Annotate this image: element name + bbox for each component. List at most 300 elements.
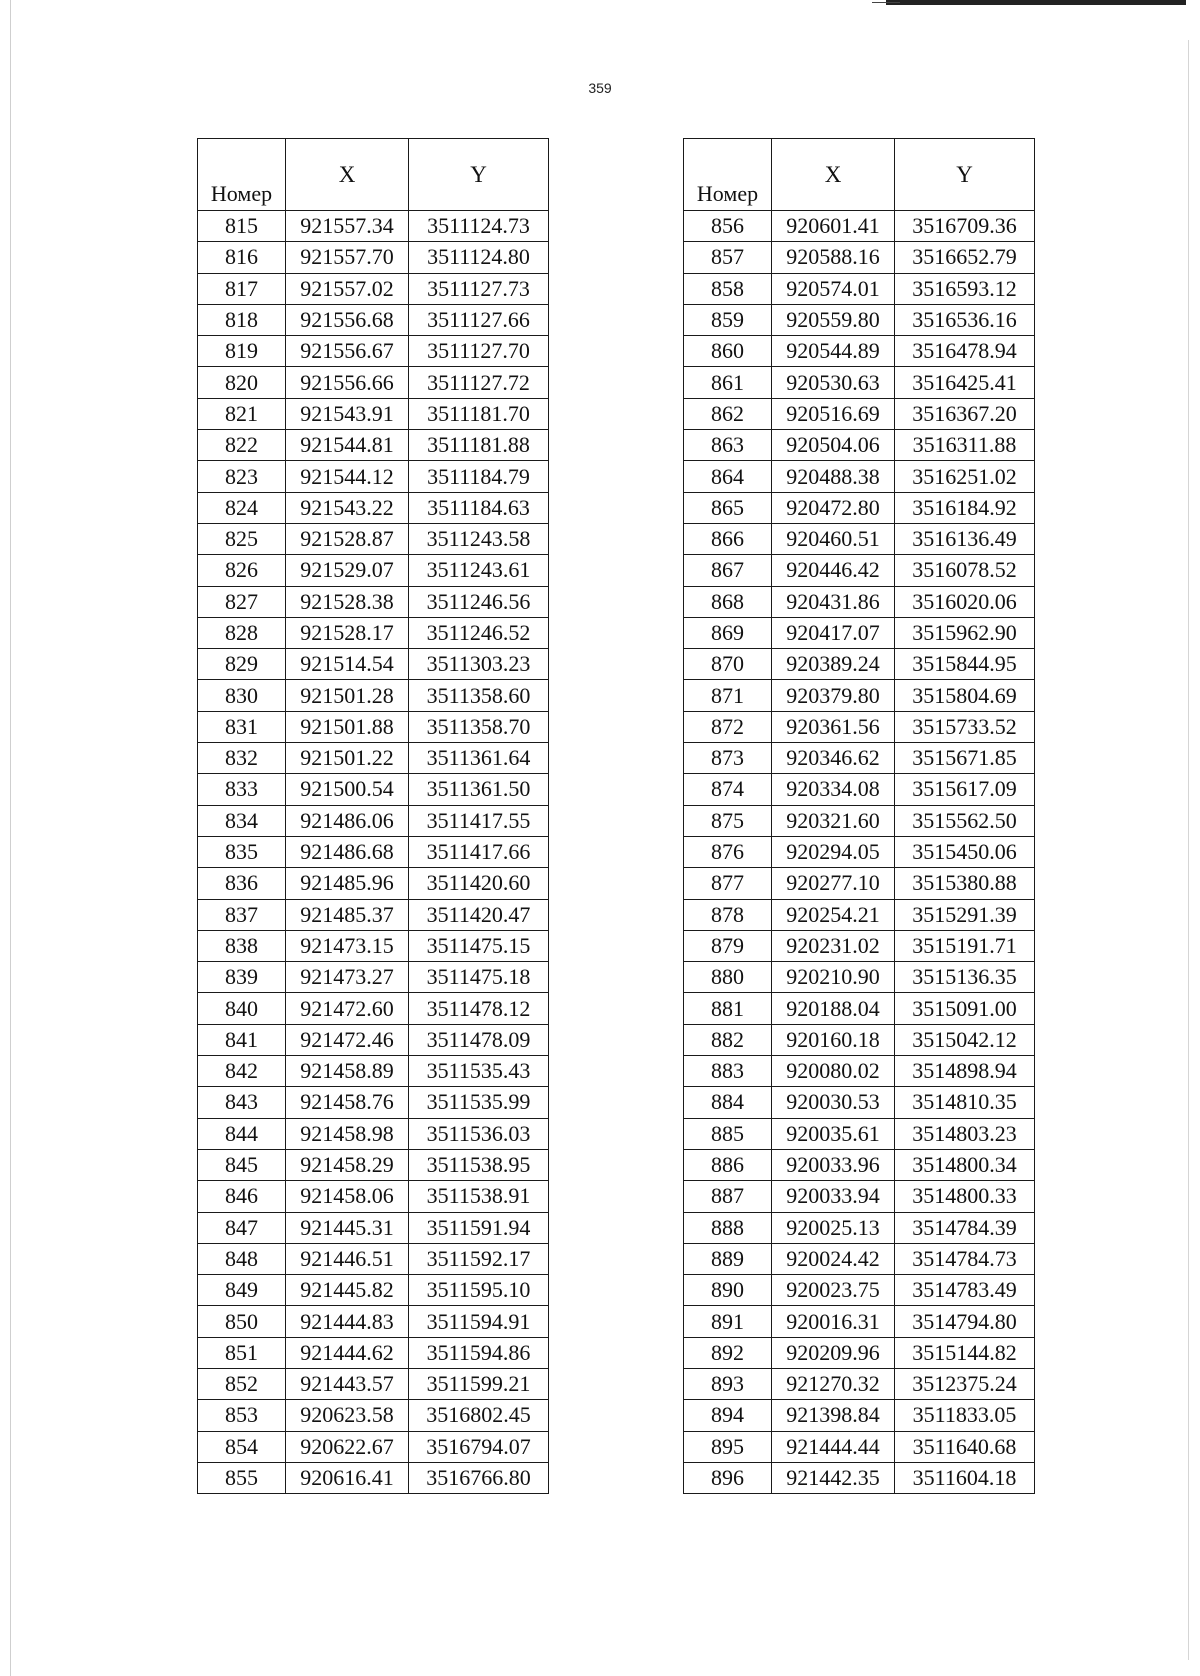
cell-y: 3511595.10: [409, 1275, 549, 1306]
cell-x: 920160.18: [772, 1024, 895, 1055]
cell-number: 822: [198, 430, 286, 461]
cell-number: 833: [198, 774, 286, 805]
cell-y: 3511599.21: [409, 1368, 549, 1399]
cell-y: 3514800.33: [895, 1181, 1035, 1212]
cell-number: 818: [198, 304, 286, 335]
cell-y: 3516136.49: [895, 523, 1035, 554]
table-row: [684, 930, 1035, 961]
cell-y: 3511246.52: [409, 617, 549, 648]
table-row: [684, 1181, 1035, 1212]
cell-y: 3515091.00: [895, 993, 1035, 1024]
table-row: [198, 523, 549, 554]
cell-y: 3511246.56: [409, 586, 549, 617]
cell-y: 3515844.95: [895, 649, 1035, 680]
cell-x: 921398.84: [772, 1400, 895, 1431]
cell-x: 920030.53: [772, 1087, 895, 1118]
cell-x: 920025.13: [772, 1212, 895, 1243]
cell-number: 888: [684, 1212, 772, 1243]
cell-y: 3511181.70: [409, 398, 549, 429]
cell-number: 840: [198, 993, 286, 1024]
table-body: [198, 211, 549, 1494]
cell-y: 3516184.92: [895, 492, 1035, 523]
table-row: [684, 1337, 1035, 1368]
table-row: [684, 805, 1035, 836]
cell-number: 857: [684, 242, 772, 273]
cell-number: 847: [198, 1212, 286, 1243]
cell-number: 892: [684, 1337, 772, 1368]
cell-y: 3515671.85: [895, 743, 1035, 774]
table-row: [198, 211, 549, 242]
cell-y: 3511127.73: [409, 273, 549, 304]
cell-x: 920472.80: [772, 492, 895, 523]
cell-x: 920379.80: [772, 680, 895, 711]
coordinates-table-right: [683, 138, 1035, 1494]
cell-x: 920254.21: [772, 899, 895, 930]
cell-x: 921501.22: [286, 743, 409, 774]
cell-number: 863: [684, 430, 772, 461]
table-row: [684, 430, 1035, 461]
cell-x: 921442.35: [772, 1462, 895, 1493]
top-edge-rule-thin: [872, 2, 900, 3]
table-row: [198, 1024, 549, 1055]
table-row: [684, 492, 1035, 523]
cell-x: 920346.62: [772, 743, 895, 774]
cell-number: 881: [684, 993, 772, 1024]
cell-x: 921501.28: [286, 680, 409, 711]
cell-number: 861: [684, 367, 772, 398]
table-row: [684, 1087, 1035, 1118]
cell-x: 920188.04: [772, 993, 895, 1024]
cell-y: 3511303.23: [409, 649, 549, 680]
cell-number: 882: [684, 1024, 772, 1055]
table-row: [198, 1306, 549, 1337]
cell-x: 921270.32: [772, 1368, 895, 1399]
cell-x: 920321.60: [772, 805, 895, 836]
cell-x: 920016.31: [772, 1306, 895, 1337]
cell-y: 3511604.18: [895, 1462, 1035, 1493]
cell-number: 886: [684, 1149, 772, 1180]
cell-y: 3515291.39: [895, 899, 1035, 930]
table-row: [198, 743, 549, 774]
cell-number: 853: [198, 1400, 286, 1431]
cell-y: 3516652.79: [895, 242, 1035, 273]
cell-number: 866: [684, 523, 772, 554]
cell-number: 868: [684, 586, 772, 617]
cell-x: 920210.90: [772, 962, 895, 993]
cell-number: 821: [198, 398, 286, 429]
cell-number: 858: [684, 273, 772, 304]
table-row: [684, 242, 1035, 273]
cell-y: 3516709.36: [895, 211, 1035, 242]
cell-y: 3511127.70: [409, 336, 549, 367]
cell-x: 921500.54: [286, 774, 409, 805]
cell-number: 835: [198, 836, 286, 867]
cell-number: 855: [198, 1462, 286, 1493]
cell-x: 921544.81: [286, 430, 409, 461]
cell-number: 837: [198, 899, 286, 930]
cell-number: 839: [198, 962, 286, 993]
cell-y: 3515733.52: [895, 711, 1035, 742]
cell-number: 875: [684, 805, 772, 836]
cell-x: 920294.05: [772, 836, 895, 867]
cell-x: 921557.02: [286, 273, 409, 304]
table-row: [198, 430, 549, 461]
cell-number: 878: [684, 899, 772, 930]
cell-number: 869: [684, 617, 772, 648]
cell-y: 3512375.24: [895, 1368, 1035, 1399]
coordinates-table-left: [197, 138, 549, 1494]
cell-y: 3515804.69: [895, 680, 1035, 711]
cell-x: 920622.67: [286, 1431, 409, 1462]
cell-x: 921486.06: [286, 805, 409, 836]
cell-number: 887: [684, 1181, 772, 1212]
scan-edge-left: [10, 0, 11, 1676]
cell-y: 3511538.95: [409, 1149, 549, 1180]
cell-x: 920033.94: [772, 1181, 895, 1212]
cell-x: 920530.63: [772, 367, 895, 398]
cell-x: 920601.41: [772, 211, 895, 242]
cell-number: 851: [198, 1337, 286, 1368]
cell-y: 3514800.34: [895, 1149, 1035, 1180]
cell-x: 921501.88: [286, 711, 409, 742]
table-row: [198, 1087, 549, 1118]
cell-y: 3511475.15: [409, 930, 549, 961]
cell-number: 860: [684, 336, 772, 367]
table-row: [198, 805, 549, 836]
cell-x: 920209.96: [772, 1337, 895, 1368]
table-row: [684, 586, 1035, 617]
cell-x: 920559.80: [772, 304, 895, 335]
cell-y: 3515144.82: [895, 1337, 1035, 1368]
cell-number: 831: [198, 711, 286, 742]
cell-y: 3511536.03: [409, 1118, 549, 1149]
table-row: [684, 836, 1035, 867]
cell-x: 921543.91: [286, 398, 409, 429]
cell-y: 3511594.86: [409, 1337, 549, 1368]
top-edge-rule: [886, 0, 1186, 5]
column-header-number: Номер: [198, 139, 286, 211]
cell-y: 3511420.60: [409, 868, 549, 899]
cell-y: 3515191.71: [895, 930, 1035, 961]
cell-number: 891: [684, 1306, 772, 1337]
cell-number: 823: [198, 461, 286, 492]
cell-y: 3511127.66: [409, 304, 549, 335]
cell-number: 829: [198, 649, 286, 680]
cell-y: 3514783.49: [895, 1275, 1035, 1306]
table-row: [198, 1243, 549, 1274]
cell-x: 921485.96: [286, 868, 409, 899]
table-row: [198, 993, 549, 1024]
table-row: [198, 461, 549, 492]
cell-x: 921445.82: [286, 1275, 409, 1306]
cell-y: 3511358.60: [409, 680, 549, 711]
table-row: [198, 586, 549, 617]
cell-x: 920431.86: [772, 586, 895, 617]
cell-number: 889: [684, 1243, 772, 1274]
table-row: [684, 1024, 1035, 1055]
cell-y: 3511243.58: [409, 523, 549, 554]
cell-y: 3511420.47: [409, 899, 549, 930]
cell-y: 3516802.45: [409, 1400, 549, 1431]
cell-x: 921528.38: [286, 586, 409, 617]
cell-y: 3516020.06: [895, 586, 1035, 617]
cell-number: 844: [198, 1118, 286, 1149]
cell-x: 921458.89: [286, 1056, 409, 1087]
cell-x: 920035.61: [772, 1118, 895, 1149]
cell-number: 832: [198, 743, 286, 774]
cell-number: 816: [198, 242, 286, 273]
cell-number: 834: [198, 805, 286, 836]
cell-number: 890: [684, 1275, 772, 1306]
table-row: [684, 555, 1035, 586]
cell-x: 921543.22: [286, 492, 409, 523]
cell-number: 883: [684, 1056, 772, 1087]
cell-x: 921528.87: [286, 523, 409, 554]
table-row: [684, 743, 1035, 774]
scan-edge-right: [1188, 40, 1189, 1660]
cell-x: 921556.66: [286, 367, 409, 398]
cell-number: 815: [198, 211, 286, 242]
cell-number: 864: [684, 461, 772, 492]
cell-x: 920616.41: [286, 1462, 409, 1493]
table-row: [198, 1400, 549, 1431]
table-row: [684, 1400, 1035, 1431]
table-row: [198, 304, 549, 335]
cell-y: 3514784.73: [895, 1243, 1035, 1274]
table-row: [198, 1337, 549, 1368]
cell-number: 896: [684, 1462, 772, 1493]
table-row: [684, 523, 1035, 554]
cell-y: 3516593.12: [895, 273, 1035, 304]
cell-number: 859: [684, 304, 772, 335]
cell-number: 845: [198, 1149, 286, 1180]
cell-x: 920488.38: [772, 461, 895, 492]
cell-y: 3514784.39: [895, 1212, 1035, 1243]
cell-x: 921458.98: [286, 1118, 409, 1149]
cell-y: 3515962.90: [895, 617, 1035, 648]
cell-x: 921444.62: [286, 1337, 409, 1368]
table-row: [684, 993, 1035, 1024]
cell-x: 921529.07: [286, 555, 409, 586]
cell-y: 3511591.94: [409, 1212, 549, 1243]
cell-x: 921557.34: [286, 211, 409, 242]
cell-x: 920361.56: [772, 711, 895, 742]
cell-number: 870: [684, 649, 772, 680]
table-header-row: [198, 139, 549, 211]
cell-y: 3511592.17: [409, 1243, 549, 1274]
table-row: [684, 273, 1035, 304]
table-row: [684, 1149, 1035, 1180]
page-number: 359: [588, 80, 612, 96]
table-row: [198, 1181, 549, 1212]
cell-y: 3511184.79: [409, 461, 549, 492]
cell-x: 920544.89: [772, 336, 895, 367]
table-row: [198, 649, 549, 680]
cell-y: 3515042.12: [895, 1024, 1035, 1055]
table-row: [684, 1275, 1035, 1306]
cell-number: 825: [198, 523, 286, 554]
cell-number: 842: [198, 1056, 286, 1087]
table-row: [198, 273, 549, 304]
cell-x: 920231.02: [772, 930, 895, 961]
cell-x: 921556.68: [286, 304, 409, 335]
table-header-row: [684, 139, 1035, 211]
cell-y: 3515617.09: [895, 774, 1035, 805]
cell-number: 817: [198, 273, 286, 304]
cell-number: 828: [198, 617, 286, 648]
cell-number: 856: [684, 211, 772, 242]
cell-x: 920277.10: [772, 868, 895, 899]
table-row: [198, 367, 549, 398]
cell-x: 921514.54: [286, 649, 409, 680]
cell-y: 3511124.73: [409, 211, 549, 242]
table-row: [198, 1118, 549, 1149]
cell-number: 826: [198, 555, 286, 586]
table-row: [198, 930, 549, 961]
table-row: [684, 304, 1035, 335]
cell-y: 3515450.06: [895, 836, 1035, 867]
table-row: [684, 1431, 1035, 1462]
cell-number: 895: [684, 1431, 772, 1462]
cell-number: 865: [684, 492, 772, 523]
cell-y: 3511535.43: [409, 1056, 549, 1087]
cell-x: 921485.37: [286, 899, 409, 930]
table-row: [198, 1368, 549, 1399]
cell-number: 873: [684, 743, 772, 774]
table-row: [684, 336, 1035, 367]
table-row: [684, 367, 1035, 398]
cell-y: 3514898.94: [895, 1056, 1035, 1087]
cell-x: 920516.69: [772, 398, 895, 429]
cell-number: 862: [684, 398, 772, 429]
table-row: [198, 242, 549, 273]
table-row: [198, 1149, 549, 1180]
table-row: [198, 836, 549, 867]
cell-y: 3511833.05: [895, 1400, 1035, 1431]
table-row: [684, 649, 1035, 680]
cell-x: 921443.57: [286, 1368, 409, 1399]
cell-y: 3515136.35: [895, 962, 1035, 993]
cell-y: 3511243.61: [409, 555, 549, 586]
cell-x: 921557.70: [286, 242, 409, 273]
table-row: [198, 962, 549, 993]
cell-number: 893: [684, 1368, 772, 1399]
cell-number: 879: [684, 930, 772, 961]
cell-y: 3516311.88: [895, 430, 1035, 461]
cell-y: 3511538.91: [409, 1181, 549, 1212]
cell-y: 3511594.91: [409, 1306, 549, 1337]
table-row: [198, 555, 549, 586]
cell-x: 921544.12: [286, 461, 409, 492]
cell-number: 894: [684, 1400, 772, 1431]
cell-number: 820: [198, 367, 286, 398]
cell-x: 921458.29: [286, 1149, 409, 1180]
table-row: [198, 1212, 549, 1243]
cell-number: 872: [684, 711, 772, 742]
cell-y: 3516367.20: [895, 398, 1035, 429]
table-row: [198, 1462, 549, 1493]
cell-number: 841: [198, 1024, 286, 1055]
cell-y: 3514810.35: [895, 1087, 1035, 1118]
cell-x: 921446.51: [286, 1243, 409, 1274]
table-row: [684, 1306, 1035, 1337]
cell-y: 3511361.50: [409, 774, 549, 805]
cell-number: 824: [198, 492, 286, 523]
cell-x: 920446.42: [772, 555, 895, 586]
cell-x: 920460.51: [772, 523, 895, 554]
table-row: [198, 680, 549, 711]
cell-number: 885: [684, 1118, 772, 1149]
cell-number: 884: [684, 1087, 772, 1118]
cell-number: 876: [684, 836, 772, 867]
cell-x: 920417.07: [772, 617, 895, 648]
table-row: [198, 398, 549, 429]
cell-x: 921444.83: [286, 1306, 409, 1337]
table-row: [198, 899, 549, 930]
column-header-x: X: [286, 139, 409, 211]
cell-number: 874: [684, 774, 772, 805]
cell-number: 843: [198, 1087, 286, 1118]
table-row: [198, 336, 549, 367]
cell-y: 3516478.94: [895, 336, 1035, 367]
table-row: [198, 1431, 549, 1462]
cell-x: 920504.06: [772, 430, 895, 461]
table-row: [684, 962, 1035, 993]
cell-x: 920080.02: [772, 1056, 895, 1087]
cell-y: 3516536.16: [895, 304, 1035, 335]
table-row: [684, 211, 1035, 242]
cell-y: 3511127.72: [409, 367, 549, 398]
table-row: [198, 711, 549, 742]
cell-number: 848: [198, 1243, 286, 1274]
cell-y: 3516766.80: [409, 1462, 549, 1493]
cell-y: 3511535.99: [409, 1087, 549, 1118]
cell-y: 3511417.55: [409, 805, 549, 836]
table-row: [198, 774, 549, 805]
cell-number: 846: [198, 1181, 286, 1212]
cell-y: 3514803.23: [895, 1118, 1035, 1149]
table-body: [684, 211, 1035, 1494]
table-row: [684, 868, 1035, 899]
column-header-number: Номер: [684, 139, 772, 211]
cell-y: 3516251.02: [895, 461, 1035, 492]
cell-x: 920574.01: [772, 273, 895, 304]
cell-x: 920334.08: [772, 774, 895, 805]
cell-y: 3515562.50: [895, 805, 1035, 836]
cell-y: 3511184.63: [409, 492, 549, 523]
cell-y: 3511361.64: [409, 743, 549, 774]
cell-x: 921458.06: [286, 1181, 409, 1212]
cell-y: 3511124.80: [409, 242, 549, 273]
table-row: [684, 1212, 1035, 1243]
cell-number: 836: [198, 868, 286, 899]
cell-x: 921473.27: [286, 962, 409, 993]
cell-y: 3511358.70: [409, 711, 549, 742]
cell-y: 3516794.07: [409, 1431, 549, 1462]
column-header-y: Y: [409, 139, 549, 211]
cell-x: 920588.16: [772, 242, 895, 273]
cell-y: 3511478.09: [409, 1024, 549, 1055]
cell-x: 921472.60: [286, 993, 409, 1024]
cell-number: 830: [198, 680, 286, 711]
table-row: [198, 1275, 549, 1306]
column-header-x: X: [772, 139, 895, 211]
cell-y: 3516078.52: [895, 555, 1035, 586]
cell-x: 921556.67: [286, 336, 409, 367]
table-row: [684, 461, 1035, 492]
cell-number: 852: [198, 1368, 286, 1399]
table-row: [684, 1368, 1035, 1399]
